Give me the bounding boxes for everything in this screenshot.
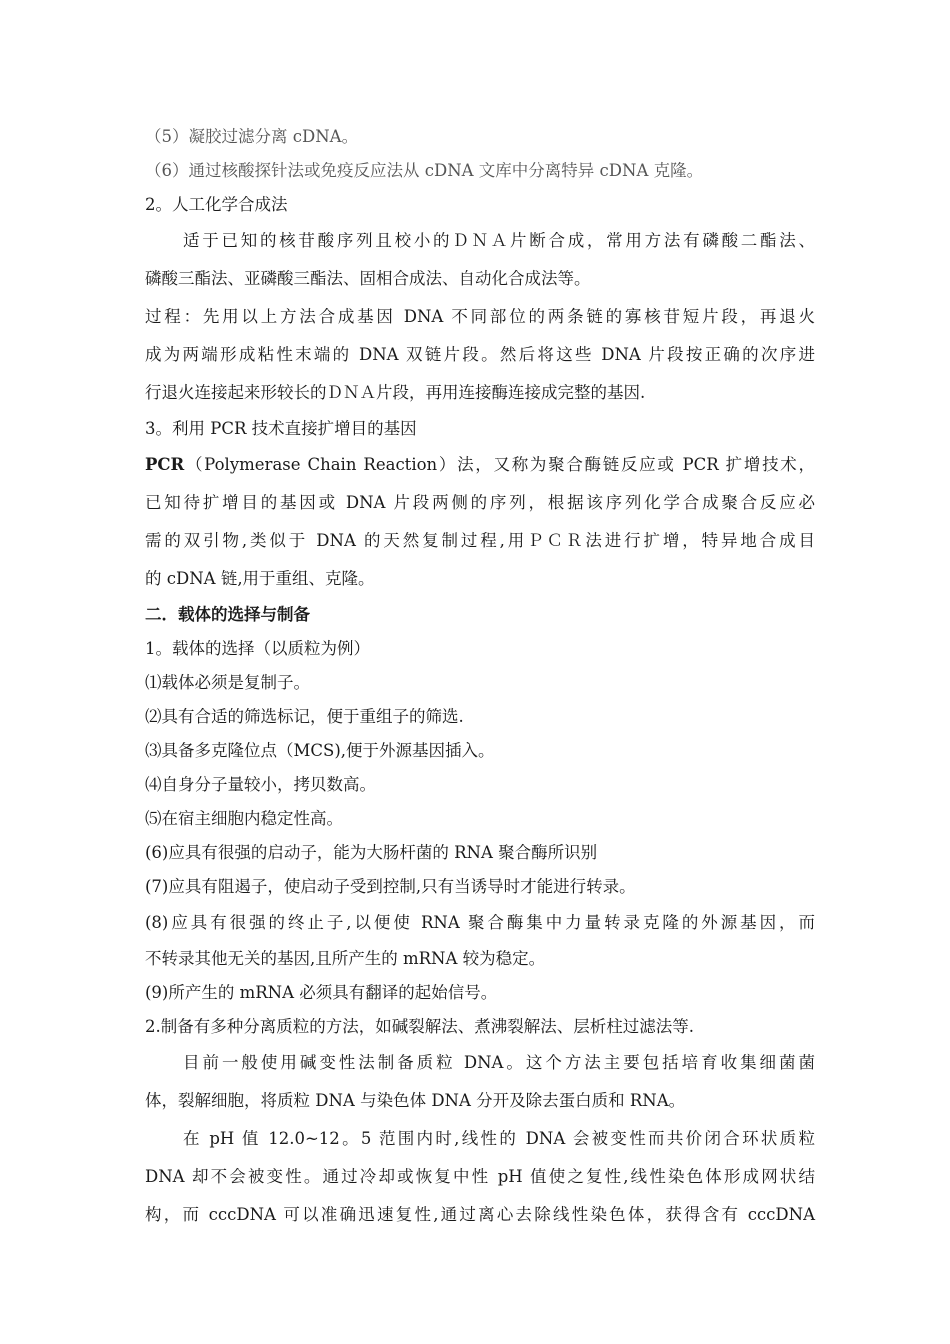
paragraph-line: 过程：先用以上方法合成基因 DNA 不同部位的两条链的寡核苷短片段，再退火	[145, 307, 815, 326]
pcr-description: （Polymerase Chain Reaction）法，又称为聚合酶链反应或 PCR 扩增技术，	[184, 455, 815, 474]
list-item-6: （6）通过核酸探针法或免疫反应法从 cDNA 文库中分离特异 cDNA 克隆。	[145, 161, 704, 180]
document-body	[145, 120, 815, 1234]
paragraph-line: DNA 却不会被变性。通过冷却或恢复中性 pH 值使之复性,线性染色体形成网状结	[145, 1167, 815, 1186]
paragraph-line: 需的双引物,类似于 DNA 的天然复制过程,用ＰＣＲ法进行扩增，特异地合成目	[145, 531, 815, 550]
subsection-heading-vector-selection: 1。载体的选择（以质粒为例）	[145, 639, 370, 658]
list-item: ⑸在宿主细胞内稳定性高。	[145, 809, 343, 828]
list-item-5: （5）凝胶过滤分离 cDNA。	[145, 127, 359, 146]
list-item: ⑵具有合适的筛选标记，便于重组子的筛选.	[145, 707, 464, 726]
list-item: ⑷自身分子量较小，拷贝数高。	[145, 775, 376, 794]
paragraph-line: 磷酸三酯法、亚磷酸三酯法、固相合成法、自动化合成法等。	[145, 269, 591, 288]
paragraph-line-pcr	[145, 446, 815, 484]
list-item: ⑴载体必须是复制子。	[145, 673, 310, 692]
list-item: (6)应具有很强的启动子，能为大肠杆菌的 RNA 聚合酶所识别	[145, 843, 598, 862]
list-item: ⑶具备多克隆位点（MCS),便于外源基因插入。	[145, 741, 495, 760]
paragraph-line: 构，而 cccDNA 可以准确迅速复性,通过离心去除线性染色体，获得含有 cccDNA	[145, 1205, 815, 1224]
subsection-heading-preparation: 2.制备有多种分离质粒的方法，如碱裂解法、煮沸裂解法、层析柱过滤法等.	[145, 1017, 694, 1036]
paragraph-line: 目前一般使用碱变性法制备质粒 DNA。这个方法主要包括培育收集细菌菌	[183, 1053, 815, 1072]
section-heading-pcr: 3。利用 PCR 技术直接扩增目的基因	[145, 419, 417, 438]
list-item: (7)应具有阻遏子，使启动子受到控制,只有当诱导时才能进行转录。	[145, 877, 636, 896]
paragraph-line: 行退火连接起来形较长的ＤＮＡ片段，再用连接酶连接成完整的基因.	[145, 383, 646, 402]
pcr-term: PCR	[145, 455, 185, 474]
section-heading-vector: 二．载体的选择与制备	[145, 605, 310, 624]
list-item: (9)所产生的 mRNA 必须具有翻译的起始信号。	[145, 983, 498, 1002]
paragraph-line: 成为两端形成粘性末端的 DNA 双链片段。然后将这些 DNA 片段按正确的次序进	[145, 345, 815, 364]
paragraph-line: 已知待扩增目的基因或 DNA 片段两侧的序列，根据该序列化学合成聚合反应必	[145, 493, 815, 512]
paragraph-line: 体，裂解细胞，将质粒 DNA 与染色体 DNA 分开及除去蛋白质和 RNA。	[145, 1091, 686, 1110]
paragraph-line: 适于已知的核苷酸序列且校小的ＤＮＡ片断合成，常用方法有磷酸二酯法、	[183, 231, 815, 250]
list-item-continuation: 不转录其他无关的基因,且所产生的 mRNA 较为稳定。	[145, 949, 546, 968]
paragraph-line: 的 cDNA 链,用于重组、克隆。	[145, 569, 375, 588]
list-item: (8)应具有很强的终止子,以便使 RNA 聚合酶集中力量转录克隆的外源基因，而	[145, 913, 815, 932]
paragraph-line: 在 pH 值 12.0~12。5 范围内时,线性的 DNA 会被变性而共价闭合环状质粒	[183, 1129, 815, 1148]
section-heading-chemical-synthesis: 2。人工化学合成法	[145, 195, 288, 214]
